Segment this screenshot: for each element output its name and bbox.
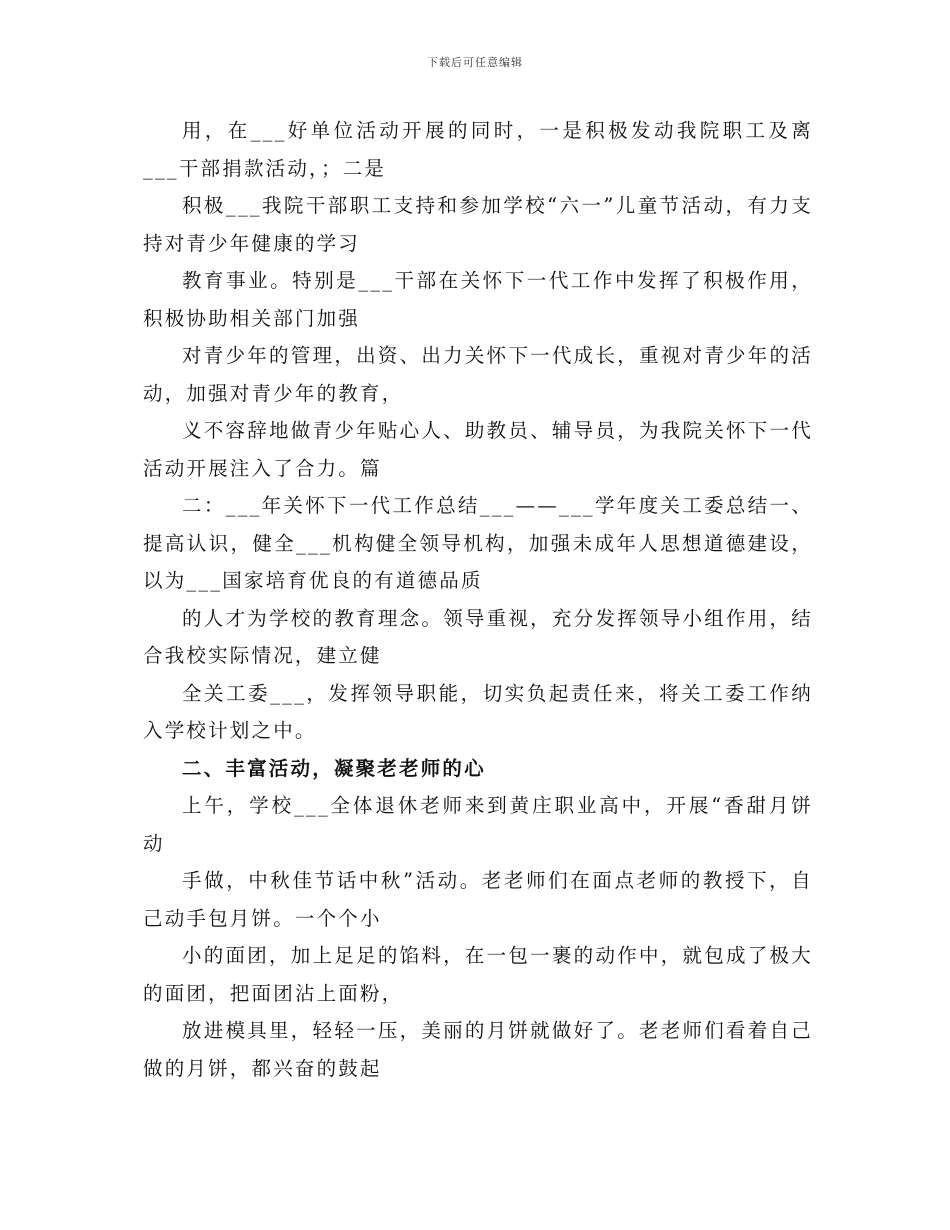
paragraph-7: 的人才为学校的教育理念。领导重视，充分发挥领导小组作用，结合我校实际情况，建立健 [143,606,813,667]
paragraph-11: 小的面团，加上足足的馅料，在一包一裹的动作中，就包成了极大的面团，把面团沾上面粉， [143,944,813,1005]
paragraph-8: 全关工委___，发挥领导职能，切实负起责任来，将关工委工作纳入学校计划之中。 [143,681,813,742]
document-body [143,112,813,1087]
paragraph-5: 义不容辞地做青少年贴心人、助教员、辅导员，为我院关怀下一代活动开展注入了合力。篇 [143,419,813,480]
paragraph-4: 对青少年的管理，出资、出力关怀下一代成长，重视对青少年的活动，加强对青少年的教育， [143,344,813,405]
paragraph-9: 上午，学校___全体退休老师来到黄庄职业高中，开展“香甜月饼动 [143,794,813,855]
paragraph-12: 放进模具里，轻轻一压，美丽的月饼就做好了。老老师们看着自己做的月饼，都兴奋的鼓起 [143,1019,813,1080]
page-header: 下载后可任意编辑 [427,56,523,69]
paragraph-10: 手做，中秋佳节话中秋”活动。老老师们在面点老师的教授下，自己动手包月饼。一个个小 [143,869,813,930]
paragraph-3: 教育事业。特别是___干部在关怀下一代工作中发挥了积极作用，积极协助相关部门加强 [143,269,813,330]
paragraph-1: 用，在___好单位活动开展的同时，一是积极发动我院职工及离___干部捐款活动，；二是 [143,119,813,180]
section-heading: 二、丰富活动，凝聚老老师的心 [182,756,486,780]
paragraph-2: 积极___我院干部职工支持和参加学校“六一”儿童节活动，有力支持对青少年健康的学习 [143,194,813,255]
paragraph-6: 二：___年关怀下一代工作总结___——___学年度关工委总结一、提高认识，健全___机构健全领导机构，加强未成年人思想道德建设，以为___国家培育优良的有道德品质 [143,494,813,592]
